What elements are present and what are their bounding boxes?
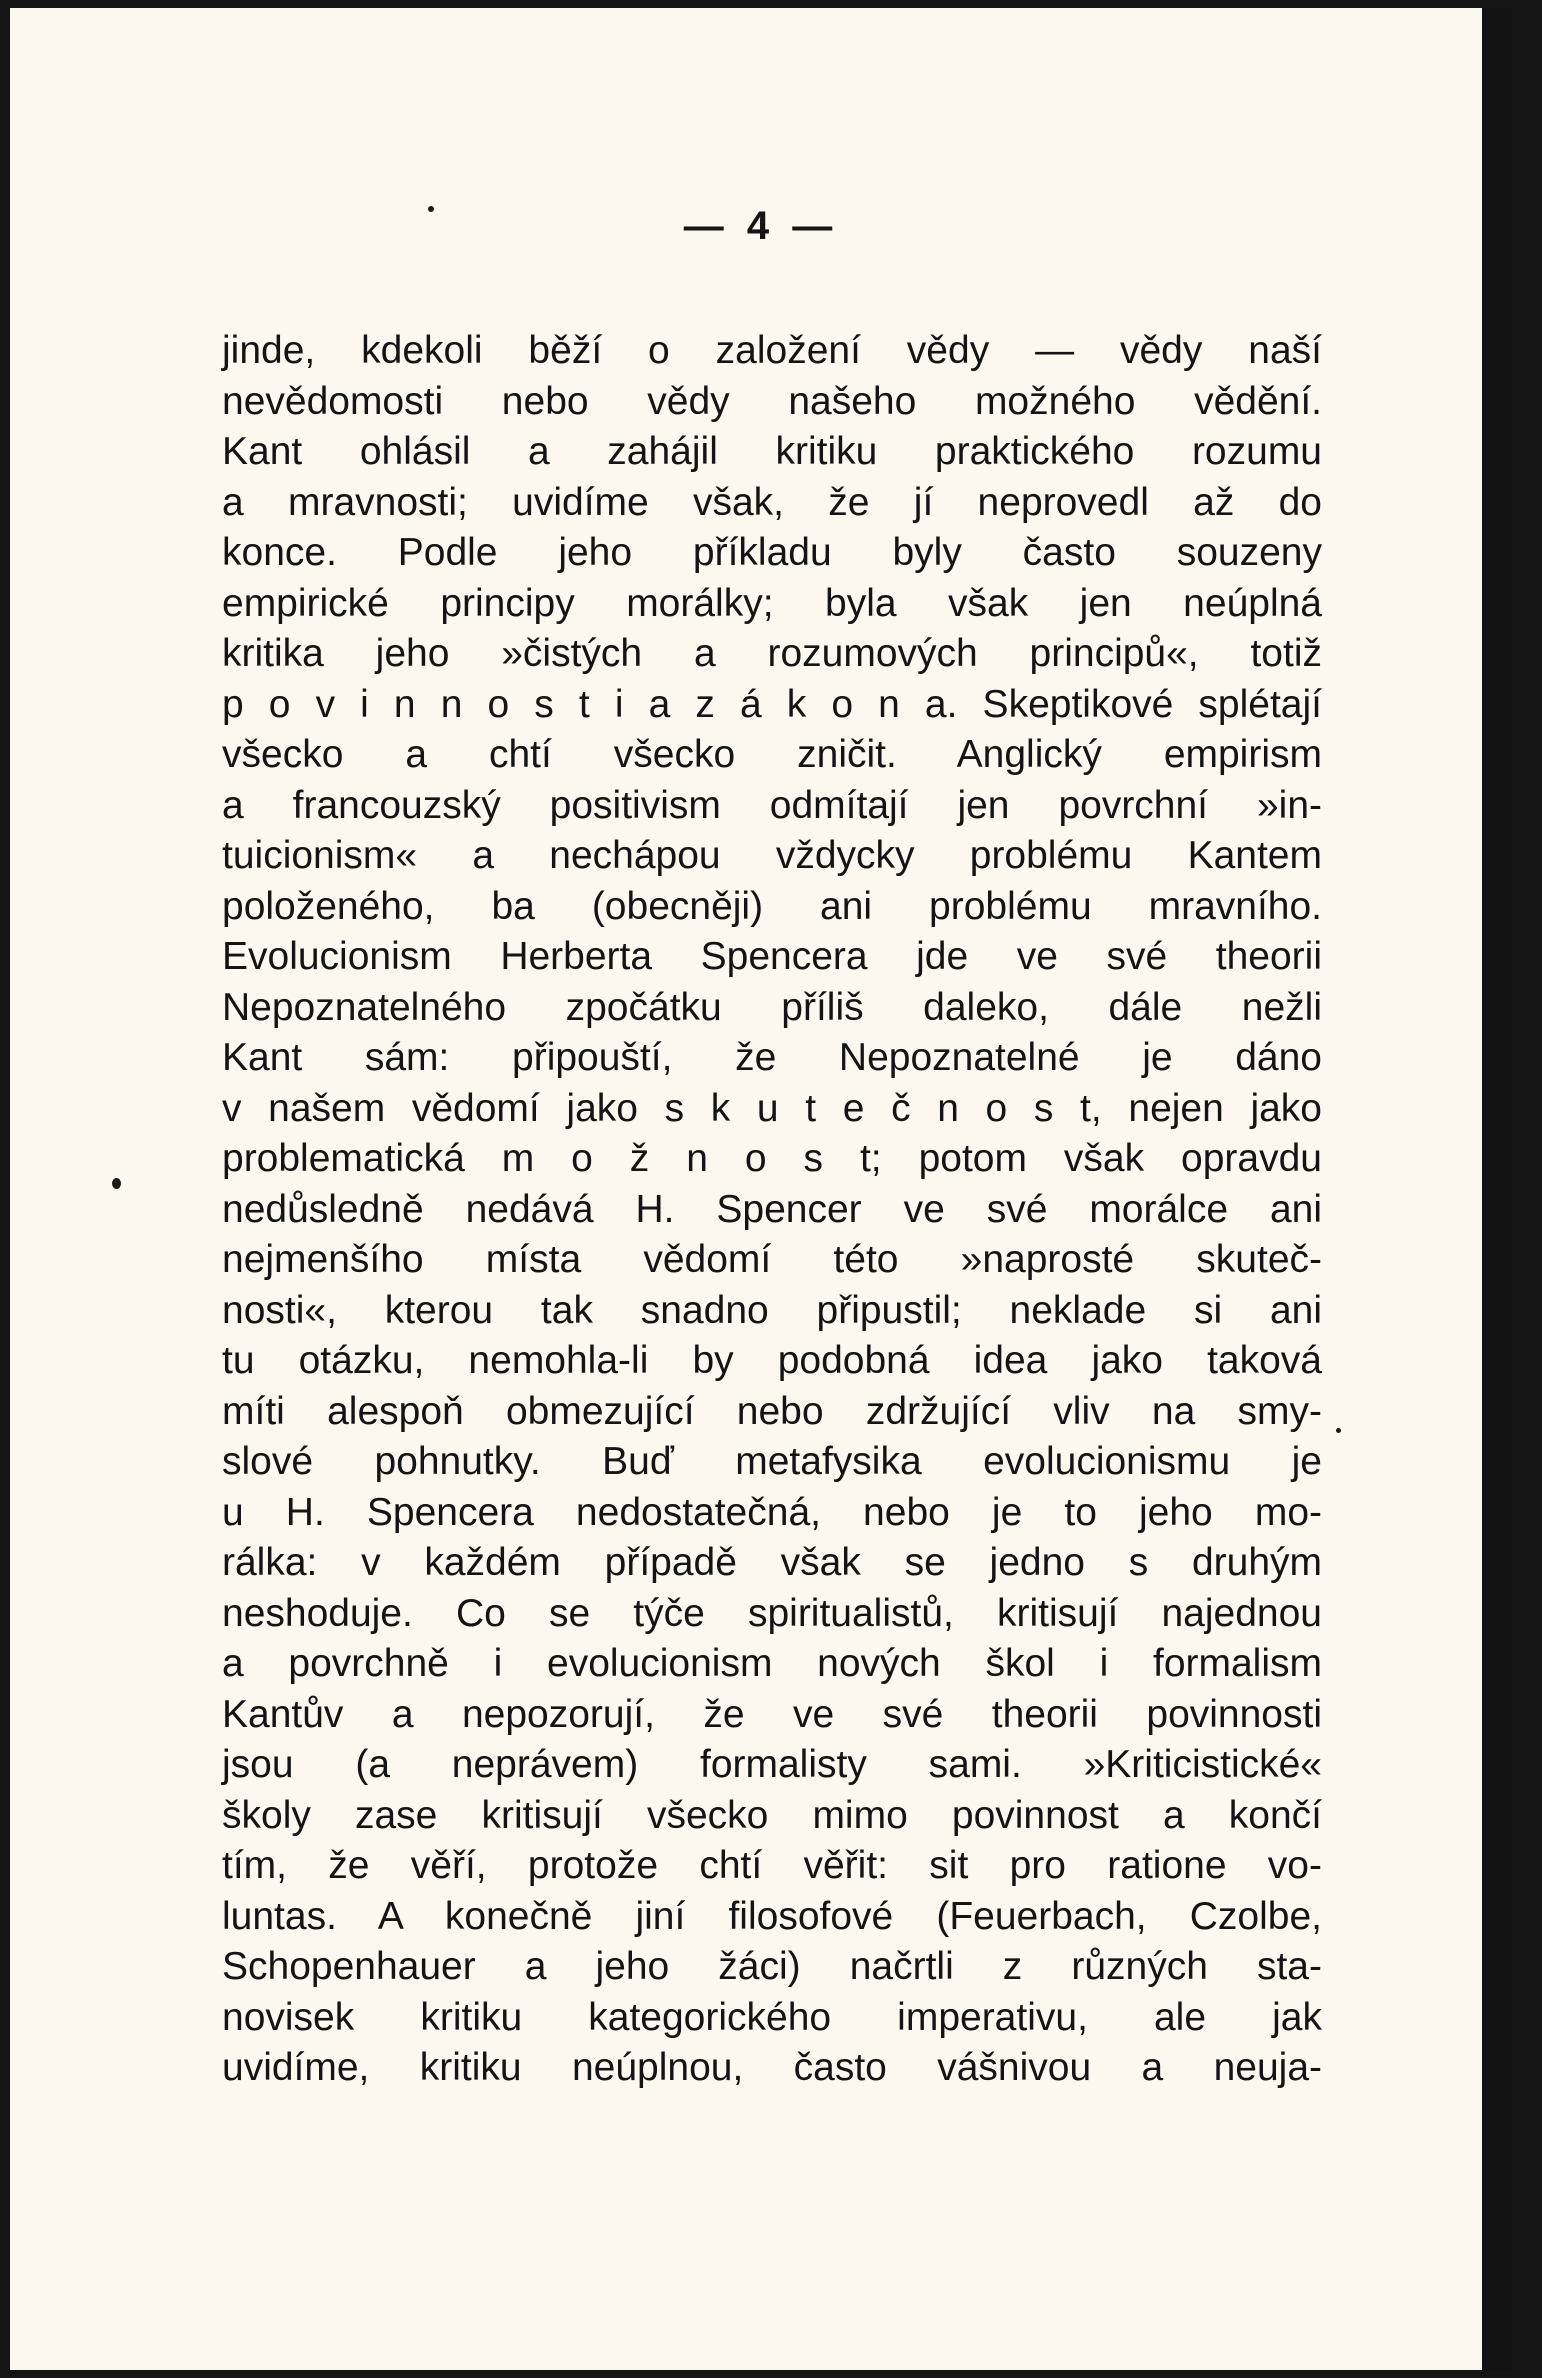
text-line: rálka: v každém případě však se jedno s druhým	[222, 1541, 1322, 1584]
text-line: tuicionism« a nechápou vždycky problému Kantem	[222, 834, 1322, 877]
text-line: problematická m o ž n o s t; potom však opravdu	[222, 1137, 1322, 1180]
text-line: a mravnosti; uvidíme však, že jí neprovedl až do	[222, 480, 1322, 524]
text-line: u H. Spencera nedostatečná, nebo je to jeho mo-	[222, 1490, 1322, 1534]
text-line: nevědomosti nebo vědy našeho možného vědění.	[222, 379, 1322, 423]
text-line: nejmenšího místa vědomí této »naprosté skuteč-	[222, 1238, 1322, 1281]
ink-speck	[1336, 1428, 1341, 1433]
text-line: všecko a chtí všecko zničit. Anglický empirism	[222, 733, 1322, 776]
text-line: Evolucionism Herberta Spencera jde ve své theorii	[222, 935, 1322, 978]
ink-speck	[428, 206, 434, 212]
text-line: p o v i n n o s t i a z á k o n a. Skeptikové splétají	[222, 682, 1322, 726]
text-line: Kantův a nepozorují, že ve své theorii povinnosti	[222, 1692, 1322, 1736]
page-edge-shadow	[1482, 8, 1512, 2370]
text-line: slové pohnutky. Buď metafysika evolucionismu je	[222, 1440, 1322, 1483]
text-line: v našem vědomí jako s k u t e č n o s t, nejen jako	[222, 1086, 1322, 1130]
text-line: neshoduje. Co se týče spiritualistů, kritisují najednou	[222, 1591, 1322, 1635]
ink-speck	[112, 1178, 121, 1189]
text-line: Kant sám: připouští, že Nepoznatelné je dáno	[222, 1036, 1322, 1079]
text-line: empirické principy morálky; byla však jen neúplná	[222, 581, 1322, 625]
text-line: nedůsledně nedává H. Spencer ve své morálce ani	[222, 1187, 1322, 1231]
text-line: tím, že věří, protože chtí věřit: sit pro ratione vo-	[222, 1844, 1322, 1887]
text-line: luntas. A konečně jiní filosofové (Feuerbach, Czolbe,	[222, 1894, 1322, 1938]
text-line: a francouzský positivism odmítají jen povrchní »in-	[222, 783, 1322, 827]
book-page	[10, 8, 1512, 2370]
text-line: položeného, ba (obecněji) ani problému mravního.	[222, 884, 1322, 928]
text-line: nosti«, kterou tak snadno připustil; neklade si ani	[222, 1288, 1322, 1332]
text-line: míti alespoň obmezující nebo zdržující vliv na smy-	[222, 1389, 1322, 1433]
text-line: Schopenhauer a jeho žáci) načrtli z různých sta-	[222, 1945, 1322, 1988]
body-text	[222, 326, 1322, 2094]
page-number: — 4 —	[683, 204, 839, 248]
text-line: Nepoznatelného zpočátku příliš daleko, dále nežli	[222, 985, 1322, 1029]
text-line: tu otázku, nemohla-li by podobná idea jako taková	[222, 1339, 1322, 1382]
text-line: kritika jeho »čistých a rozumových principů«, totiž	[222, 632, 1322, 675]
text-line: Kant ohlásil a zahájil kritiku praktického rozumu	[222, 430, 1322, 473]
text-line: jsou (a neprávem) formalisty sami. »Kriticistické«	[222, 1743, 1322, 1786]
text-line: novisek kritiku kategorického imperativu, ale jak	[222, 1995, 1322, 2039]
text-line: jinde, kdekoli běží o založení vědy — vědy naší	[222, 329, 1322, 372]
text-line: a povrchně i evolucionism nových škol i formalism	[222, 1642, 1322, 1685]
text-line: školy zase kritisují všecko mimo povinnost a končí	[222, 1793, 1322, 1837]
text-line: uvidíme, kritiku neúplnou, často vášnivou a neuja-	[222, 2046, 1322, 2089]
text-line: konce. Podle jeho příkladu byly často souzeny	[222, 531, 1322, 574]
